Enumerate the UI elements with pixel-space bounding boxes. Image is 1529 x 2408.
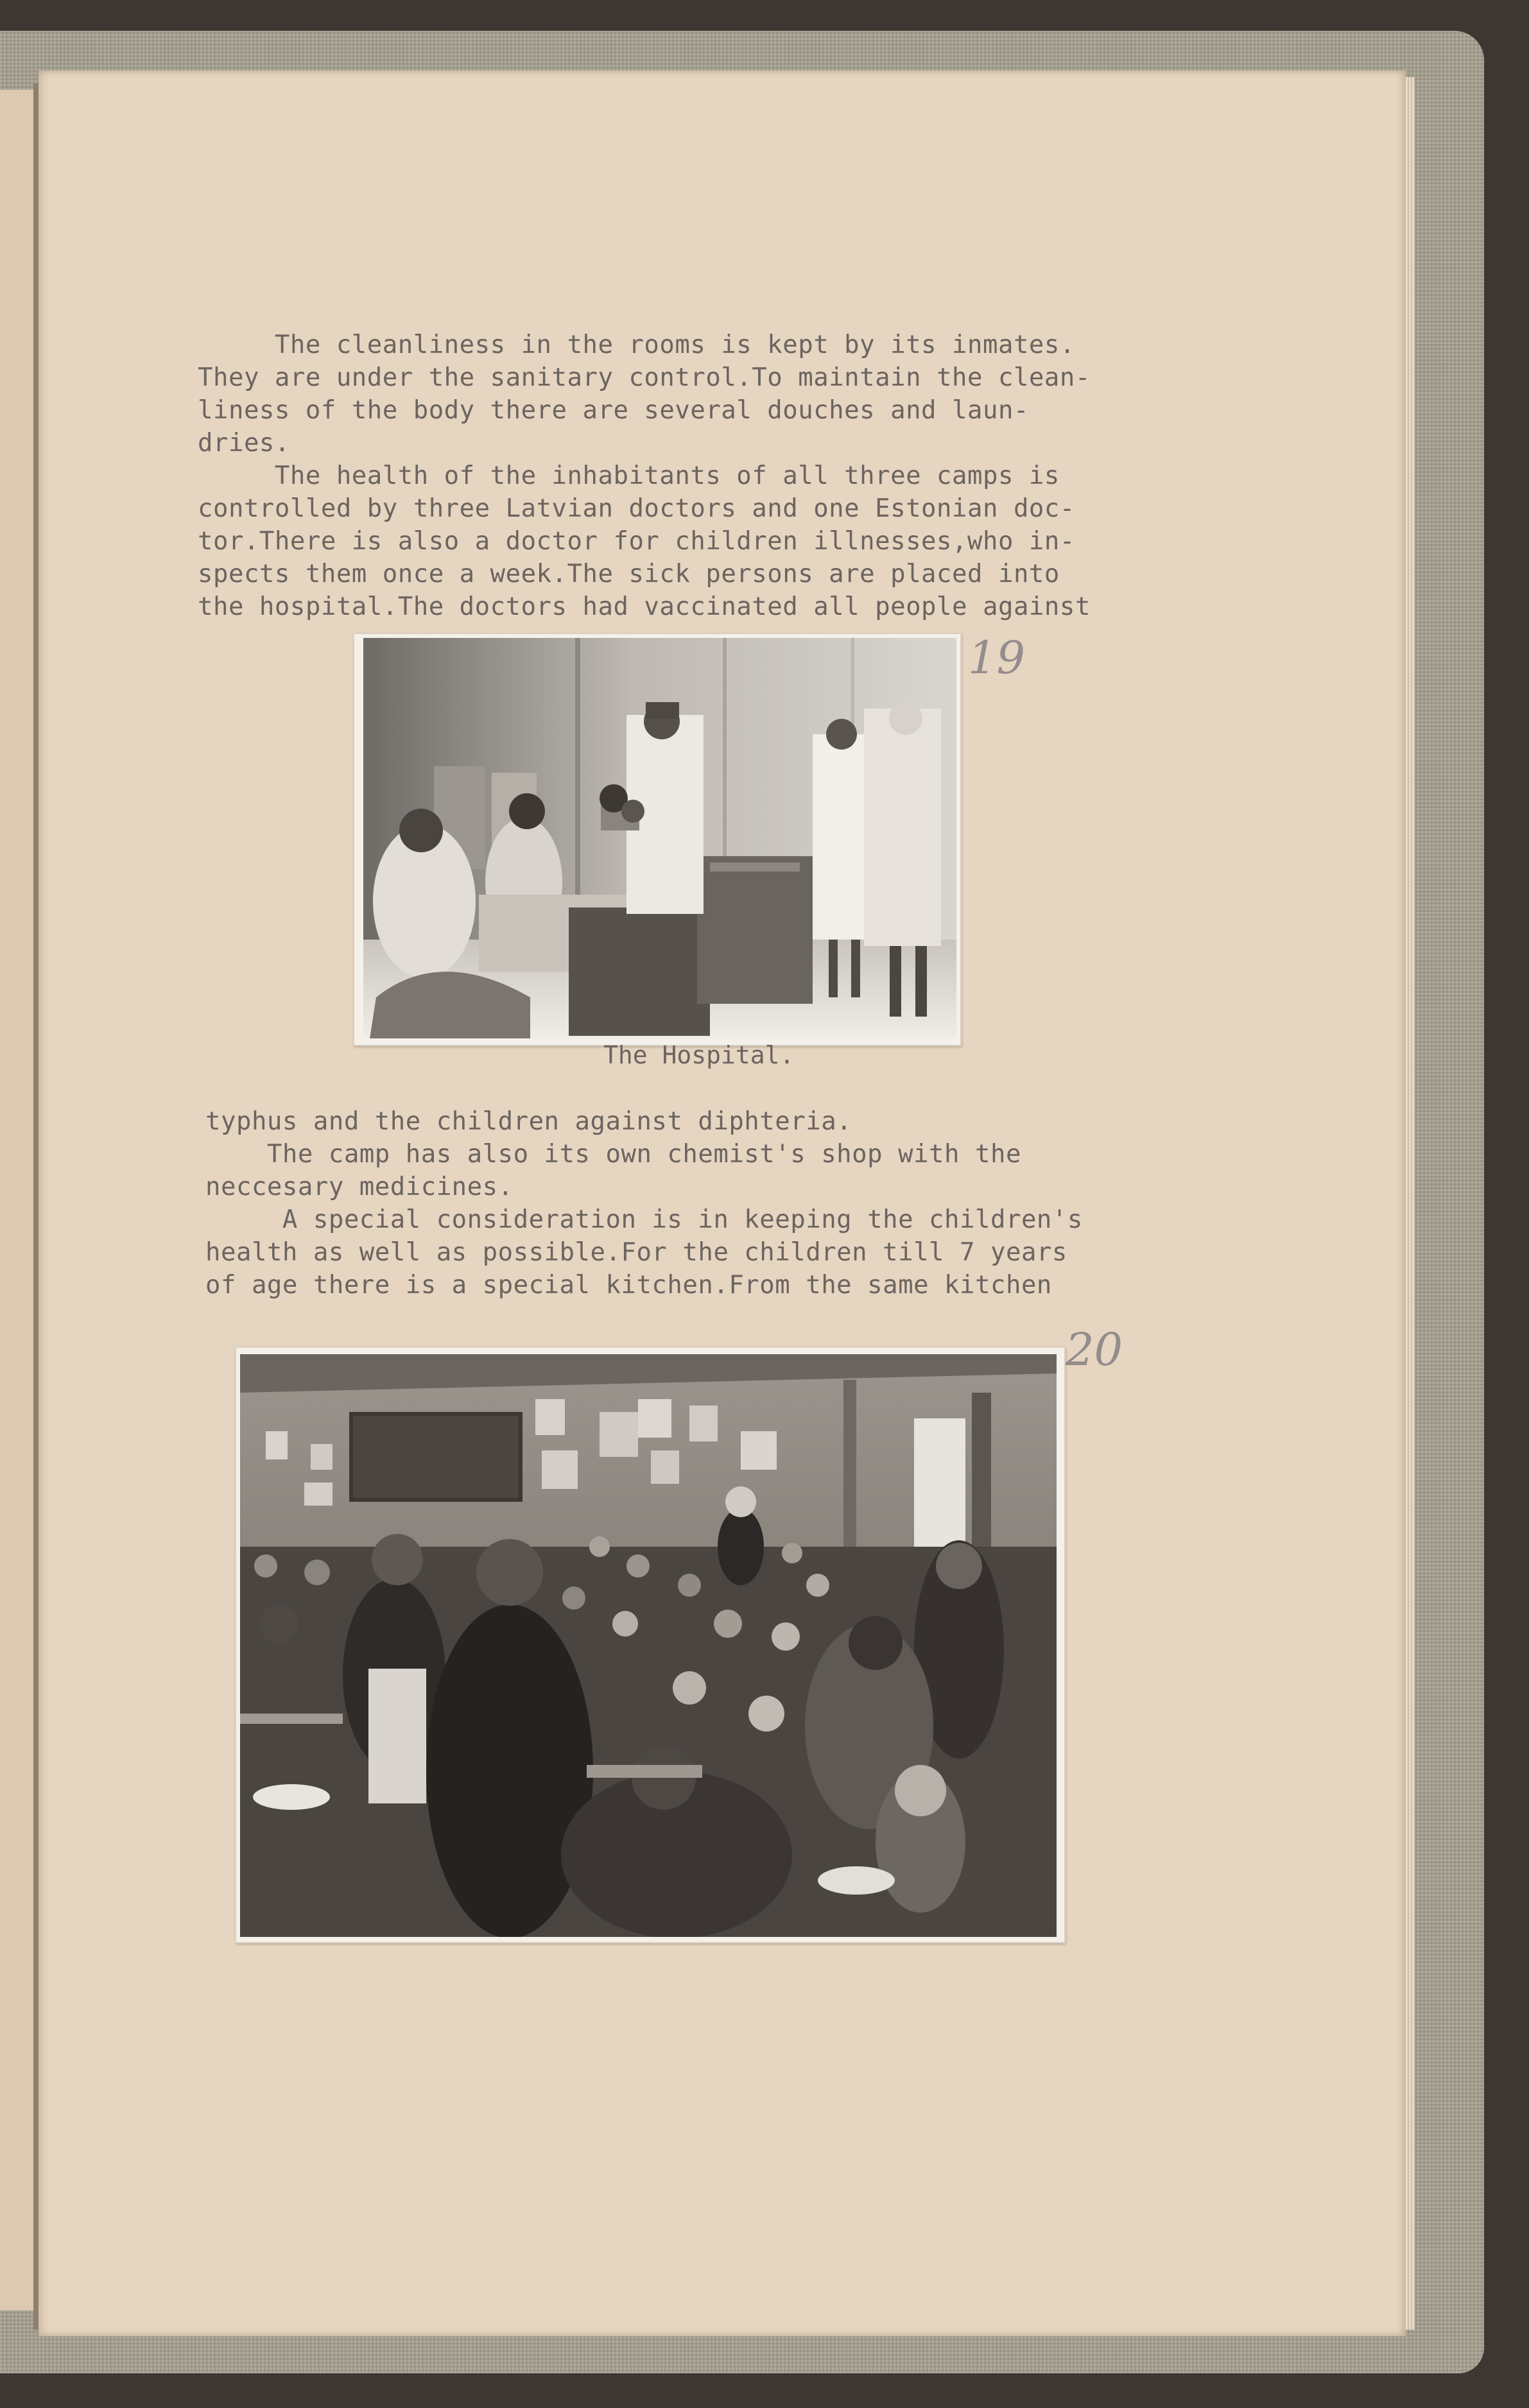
typed-paragraph-bottom: typhus and the children against diphteria. The camp has also its own chemist's shop with the neccesary medicines. A special consideration is in keeping the children's health as well as possible.For the children till 7 years of age there is a special kitchen.From the same kitchen: [205, 1107, 1083, 1300]
hospital-photo-image: [363, 638, 956, 1038]
hospital-photo-caption: The Hospital.: [603, 1041, 795, 1069]
page-stack-edge: [1406, 77, 1415, 2330]
hospital-photo: [353, 633, 962, 1046]
handwritten-page-number: 19: [968, 632, 1026, 684]
binding-gutter: [33, 83, 39, 2330]
children-kitchen-photo: [235, 1346, 1066, 1943]
typed-paragraph-top: The cleanliness in the rooms is kept by its inmates. They are under the sanitary control.To maintain the clean- liness of the body there are several douches and laun- dries. The health of the inhabitants of all three camps is controlled by three Latvian doctors and one Estonian doc- tor.There is also a doctor for children illnesses,who in- spects them once a week.The sick persons are placed into the hospital.The doctors had vaccinated all people against: [198, 331, 1091, 621]
left-page-edge: [0, 90, 35, 2310]
handwritten-page-number: 20: [1066, 1323, 1123, 1376]
children-kitchen-photo-image: [240, 1354, 1057, 1937]
